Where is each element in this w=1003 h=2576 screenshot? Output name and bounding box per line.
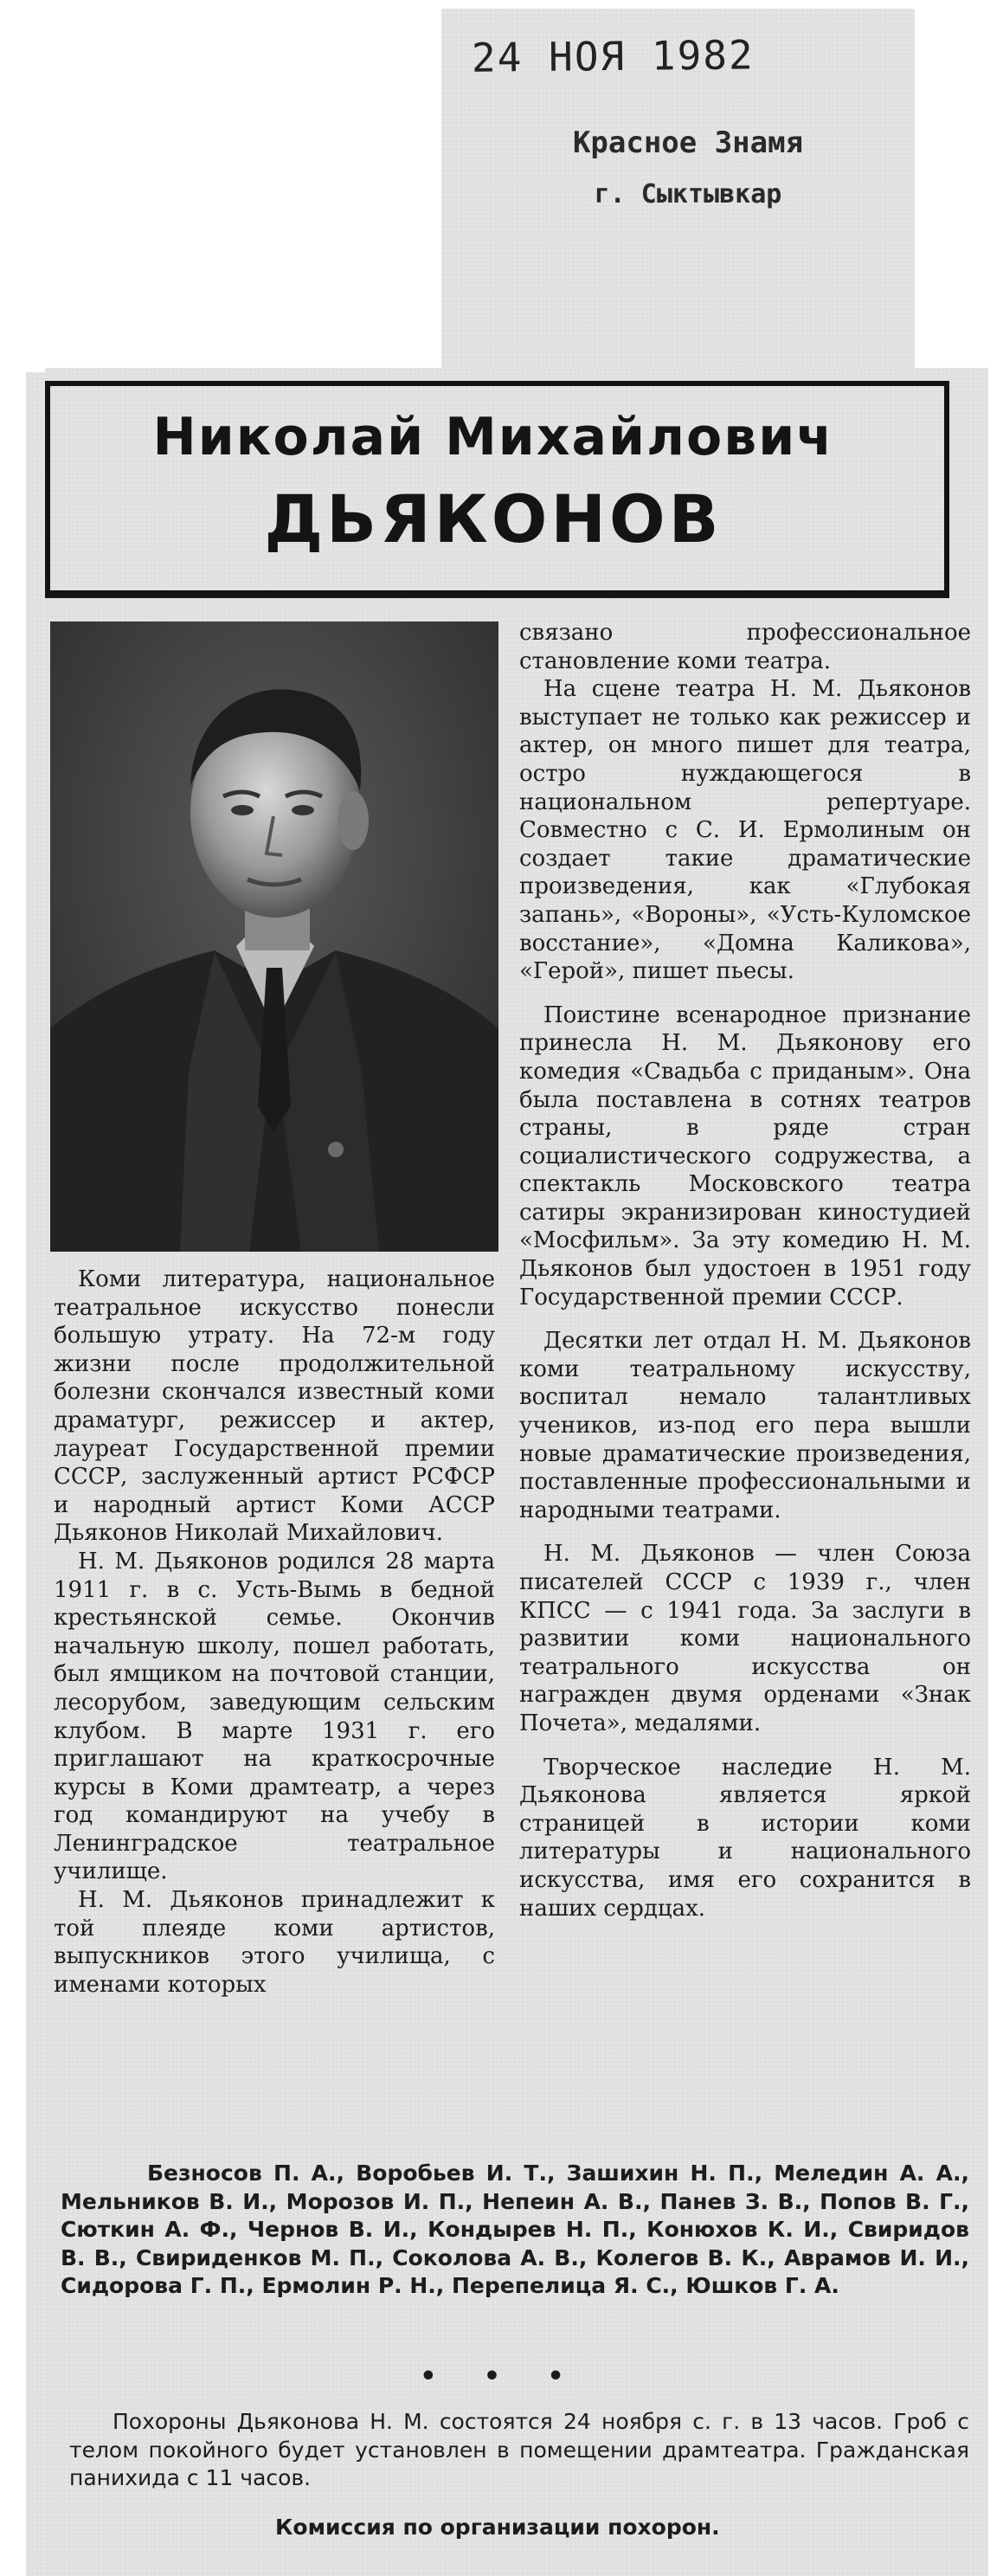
paragraph: Десятки лет отдал Н. М. Дьяконов коми театральному искусству, воспитал немало талантливых учеников, из-под его пера вышли новые драматические произведения, поставленные профессиональными и народными театрами. [519, 1328, 971, 1523]
funeral-notice: Похороны Дьяконова Н. М. состоятся 24 ноября с. г. в 13 часов. Гроб с телом покойного будет установлен в помещении драмтеатра. Гражданская панихида с 11 часов. [69, 2409, 969, 2490]
paragraph: связано профессиональное становление коми театра. [519, 620, 971, 674]
stamp-date: 24 НОЯ 1982 [471, 31, 755, 81]
article-column-left [54, 1265, 495, 1999]
signatories-list: Безносов П. А., Воробьев И. Т., Зашихин Н. П., Меледин А. А., Мельников В. И., Морозов И. П., Непеин А. В., Панев З. В., Попов В. Г., Сюткин А. Ф., Чернов В. И., Кондырев Н. П., Конюхов К. И., Свиридов В. В., Свириденков М. П., Соколова А. В., Колегов В. К., Аврамов И. И., Сидорова Г. П., Ермолин Р. Н., Перепелица Я. С., Юшков Г. А. [61, 2161, 969, 2298]
stamp-city: г. Сыктывкар [594, 179, 782, 209]
separator: • • • [420, 2361, 583, 2392]
paragraph: На сцене театра Н. М. Дьяконов выступает не только как режиссер и актер, он много пишет для театра, остро нуждающегося в национальном репертуаре. Совместно с С. И. Ермолиным он создает такие драматические произведения, как «Глубокая запань», «Вороны», «Усть-Куломское восстание», «Домна Каликова», «Герой», пишет пьесы. [519, 676, 971, 985]
title-rule [45, 591, 949, 598]
portrait-photo [50, 621, 498, 1252]
paragraph: Поистине всенародное признание принесла Н. М. Дьяконову его комедия «Свадьба с приданым». Она была поставлена в сотнях театров страны, в ряде стран социалистического содружества, а спектакль Московского театра сатиры экранизирован киностудией «Мосфильм». За эту комедию Н. М. Дьяконов был удостоен в 1951 году Государственной премии СССР. [519, 1001, 971, 1311]
paragraph: Н. М. Дьяконов — член Союза писателей СССР с 1939 г., член КПСС — с 1941 года. За заслуги в развитии коми национального театрального искусства он награжден двумя орденами «Знак Почета», медалями. [519, 1541, 971, 1736]
paragraph: Творческое наследие Н. М. Дьяконова является яркой страницей в истории коми литературы и национального искусства, имя его сохранится в наших сердцах. [519, 1754, 971, 1922]
paragraph: Коми литература, национальное театральное искусство понесли большую утрату. На 72-м году жизни после продолжительной болезни скончался известный коми драматург, режиссер и актер, лауреат Государственной премии СССР, заслуженный артист РСФСР и народный артист Коми АССР Дьяконов Николай Михайлович. [54, 1266, 495, 1547]
committee-signature: Комиссия по организации похорон. [275, 2515, 720, 2540]
headline-name: Николай Михайлович [152, 407, 834, 467]
paragraph: Н. М. Дьяконов родился 28 марта 1911 г. в с. Усть-Вымь в бедной крестьянской семье. Окончив начальную школу, пошел работать, был ямщиком на почтовой станции, лесорубом, заведующим сельским клубом. В марте 1931 г. его приглашают на краткосрочные курсы в Коми драмтеатр, а через год командируют на учебу в Ленинградское театральное училище. [54, 1548, 495, 1885]
stamp-newspaper-name: Красное Знамя [572, 126, 804, 160]
headline-surname: ДЬЯКОНОВ [264, 480, 723, 557]
article-column-right [519, 619, 971, 1922]
paragraph: Н. М. Дьяконов принадлежит к той плеяде коми артистов, выпускников этого училища, с именами которых [54, 1887, 495, 1998]
